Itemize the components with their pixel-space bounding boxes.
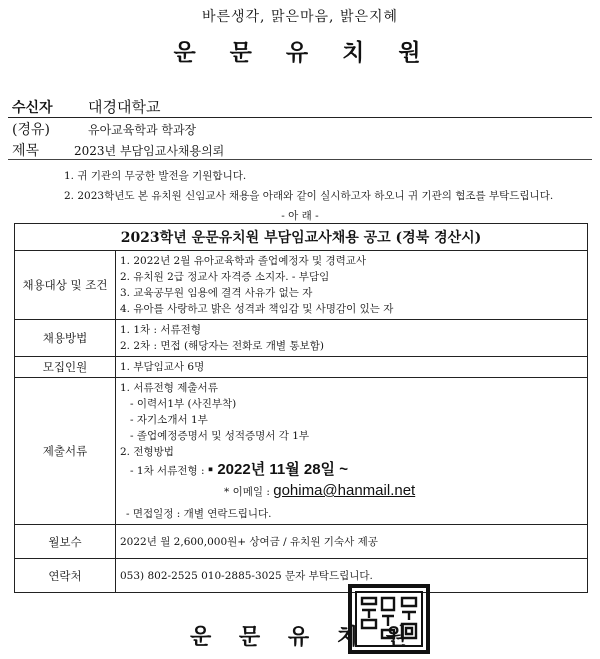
contact-label: 연락처	[15, 559, 116, 593]
list-item: 2. 유치원 2급 정교사 자격증 소지자. - 부담임	[120, 271, 330, 283]
eligibility-label: 채용대상 및 조건	[15, 251, 116, 320]
body-paragraph-2: 2. 2023학년도 본 유치원 신임교사 채용을 아래와 같이 실시하고자 하오니 귀 기관의 협조를 부탁드립니다.	[64, 190, 554, 202]
recipient-label: 수신자	[12, 100, 53, 116]
list-item: 1. 2022년 2월 유아교육학과 졸업예정자 및 경력교사	[120, 255, 367, 267]
school-motto: 바른생각, 맑은마음, 밝은지혜	[201, 9, 399, 25]
divider-line	[8, 117, 592, 118]
headcount-cell	[116, 357, 588, 378]
recipient-line	[12, 96, 160, 117]
notice-title: 2023학년 운문유치원 부담임교사채용 공고 (경북 경산시)	[15, 224, 588, 251]
list-item: - 졸업예정증명서 및 성적증명서 각 1부	[130, 430, 310, 442]
list-item: 3. 교육공무원 임용에 결격 사유가 없는 자	[120, 287, 313, 299]
recipient-value: 대경대학교	[88, 98, 161, 116]
list-item: 4. 유아를 사랑하고 밝은 성격과 책임감 및 사명감이 있는 자	[120, 303, 394, 315]
list-item: 2. 2차 : 면접 (해당자는 전화로 개별 통보함)	[120, 340, 324, 352]
email-address: gohima@hanmail.net	[273, 482, 416, 499]
subject-line	[12, 140, 224, 160]
method-cell	[116, 320, 588, 357]
list-item: 1. 서류전형 제출서류	[120, 382, 218, 394]
below-marker: - 아 래 -	[281, 210, 319, 222]
contact-value: 053) 802-2525 010-2885-3025 문자 부탁드립니다.	[116, 559, 588, 593]
list-item: 1. 부담임교사 6명	[120, 361, 205, 373]
email-prefix: * 이메일 :	[224, 486, 274, 498]
official-seal-icon	[348, 584, 430, 654]
list-item: 1. 1차 : 서류전형	[120, 324, 201, 336]
subject-value: 2023년 부담임교사채용의뢰	[74, 144, 225, 158]
list-item: - 면접일정 : 개별 연락드립니다.	[126, 508, 272, 520]
divider-line	[8, 159, 592, 160]
documents-label: 제출서류	[15, 378, 116, 525]
method-label: 채용방법	[15, 320, 116, 357]
eligibility-cell	[116, 251, 588, 320]
screening-date: ▪ 2022년 11월 28일 ~	[207, 461, 348, 478]
screening-prefix: - 1차 서류전형 :	[130, 465, 208, 477]
via-label: (경유)	[12, 122, 50, 138]
via-value: 유아교육학과 학과장	[88, 123, 197, 137]
org-name-heading: 운 문 유 치 원	[173, 39, 427, 66]
salary-value: 2022년 월 2,600,000원+ 상여금 / 유치원 기숙사 제공	[116, 525, 588, 559]
salary-label: 월보수	[15, 525, 116, 559]
via-line	[12, 119, 196, 139]
documents-cell	[116, 378, 588, 525]
email-line	[120, 481, 583, 502]
subject-label: 제목	[12, 143, 40, 159]
signature-org-name: 운 문 유 치 원	[190, 624, 413, 650]
body-paragraph-1: 1. 귀 기관의 무궁한 발전을 기원합니다.	[64, 170, 247, 182]
list-item: - 이력서1부 (사진부착)	[130, 398, 237, 410]
headcount-label: 모집인원	[15, 357, 116, 378]
list-item: 2. 전형방법	[120, 446, 174, 458]
screening-date-line	[120, 460, 583, 481]
list-item: - 자기소개서 1부	[130, 414, 208, 426]
notice-table	[14, 223, 588, 593]
